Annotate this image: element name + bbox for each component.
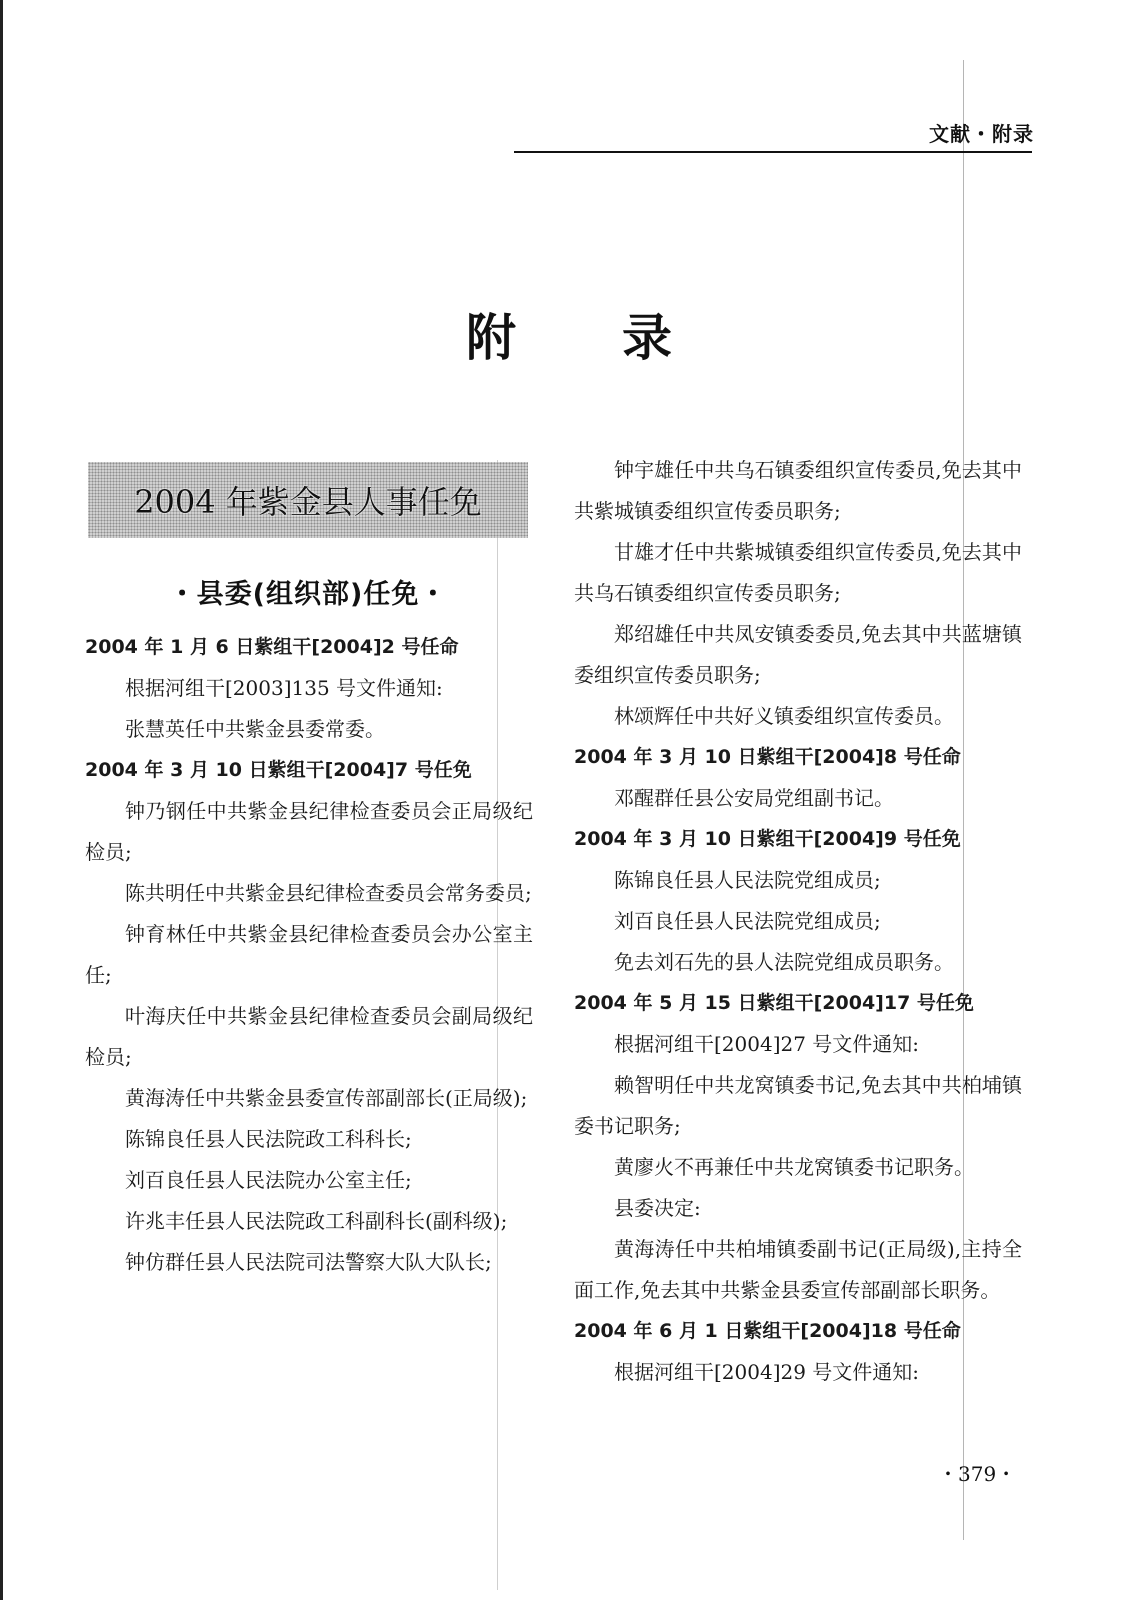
paragraph: 刘百良任县人民法院党组成员; <box>614 909 881 933</box>
header-rule <box>514 151 1032 153</box>
page-number: ・379・ <box>938 1462 1017 1486</box>
paragraph: 钟育林任中共紫金县纪律检查委员会办公室主任; <box>85 922 533 987</box>
paragraph: 陈锦良任县人民法院政工科科长; <box>125 1127 412 1151</box>
document-heading: 2004 年 6 月 1 日紫组干[2004]18 号任命 <box>574 1320 961 1342</box>
paragraph: 免去刘石先的县人法院党组成员职务。 <box>614 950 954 974</box>
paragraph: 钟仿群任县人民法院司法警察大队大队长; <box>125 1250 492 1274</box>
document-heading: 2004 年 1 月 6 日紫组干[2004]2 号任命 <box>85 636 459 658</box>
paragraph: 根据河组干[2004]29 号文件通知: <box>614 1360 920 1384</box>
paragraph: 甘雄才任中共紫城镇委组织宣传委员,免去其中共乌石镇委组织宣传委员职务; <box>574 540 1022 605</box>
paragraph: 赖智明任中共龙窝镇委书记,免去其中共柏埔镇委书记职务; <box>574 1073 1022 1138</box>
document-heading: 2004 年 5 月 15 日紫组干[2004]17 号任免 <box>574 992 974 1014</box>
paragraph: 黄海涛任中共柏埔镇委副书记(正局级),主持全面工作,免去其中共紫金县委宣传部副部长职务。 <box>574 1237 1022 1302</box>
page-title-char-2: 录 <box>622 308 672 367</box>
section-banner <box>88 462 528 538</box>
paragraph: 陈锦良任县人民法院党组成员; <box>614 868 881 892</box>
paragraph: 张慧英任中共紫金县委常委。 <box>125 717 385 741</box>
section-banner-text: 2004 年紫金县人事任免 <box>134 483 482 521</box>
paragraph: 钟宇雄任中共乌石镇委组织宣传委员,免去其中共紫城镇委组织宣传委员职务; <box>574 458 1022 523</box>
paragraph: 县委决定: <box>614 1196 701 1220</box>
page-edge-shadow <box>0 0 3 1600</box>
right-column <box>574 450 1022 1393</box>
document-heading: 2004 年 3 月 10 日紫组干[2004]7 号任免 <box>85 759 472 781</box>
paragraph: 邓醒群任县公安局党组副书记。 <box>614 786 894 810</box>
section-subheading: ・县委(组织部)任免・ <box>168 579 448 610</box>
paragraph: 刘百良任县人民法院办公室主任; <box>125 1168 412 1192</box>
paragraph: 叶海庆任中共紫金县纪律检查委员会副局级纪检员; <box>85 1004 533 1069</box>
document-heading: 2004 年 3 月 10 日紫组干[2004]9 号任免 <box>574 828 961 850</box>
paragraph: 根据河组干[2003]135 号文件通知: <box>125 676 443 700</box>
paragraph: 郑绍雄任中共凤安镇委委员,免去其中共蓝塘镇委组织宣传委员职务; <box>574 622 1022 687</box>
left-column <box>85 627 533 1283</box>
paragraph: 钟乃钢任中共紫金县纪律检查委员会正局级纪检员; <box>85 799 533 864</box>
page-title <box>0 298 1138 370</box>
paragraph: 黄海涛任中共紫金县委宣传部副部长(正局级); <box>125 1086 528 1110</box>
paragraph: 陈共明任中共紫金县纪律检查委员会常务委员; <box>125 881 532 905</box>
document-heading: 2004 年 3 月 10 日紫组干[2004]8 号任命 <box>574 746 961 768</box>
paragraph: 黄廖火不再兼任中共龙窝镇委书记职务。 <box>614 1155 974 1179</box>
paragraph: 林颂辉任中共好义镇委组织宣传委员。 <box>614 704 954 728</box>
page-title-char-1: 附 <box>466 308 516 367</box>
running-header: 文献・附录 <box>929 122 1034 146</box>
paragraph: 许兆丰任县人民法院政工科副科长(副科级); <box>125 1209 508 1233</box>
paragraph: 根据河组干[2004]27 号文件通知: <box>614 1032 920 1056</box>
